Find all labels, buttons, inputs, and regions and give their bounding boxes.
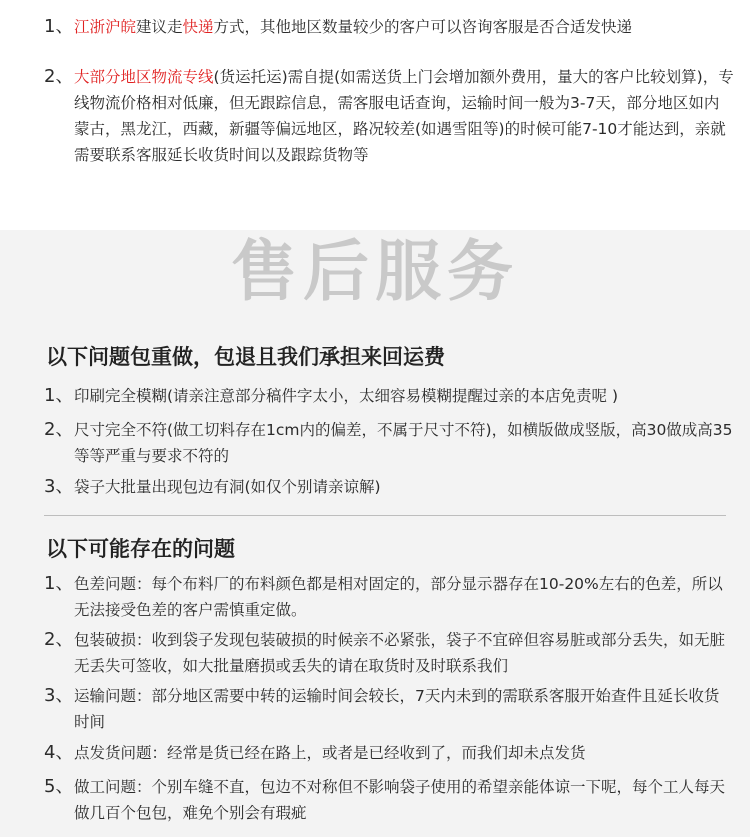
item-number: 2、 <box>44 419 74 440</box>
highlight-region: 江浙沪皖 <box>74 18 137 36</box>
shipping-item-1 <box>44 14 734 40</box>
item-number: 3、 <box>44 685 74 706</box>
item-number: 3、 <box>44 476 74 497</box>
item-text: 尺寸完全不符(做工切料存在1cm内的偏差，不属于尺寸不符)，如横版做成竖版，高30做成高35等等严重与要求不符的 <box>74 421 733 465</box>
item-number: 4、 <box>44 742 74 763</box>
list-item <box>44 683 734 735</box>
item-text: 包装破损：收到袋子发现包装破损的时候亲不必紧张，袋子不宜碎但容易脏或部分丢失，如无脏无丢失可签收，如大批量磨损或丢失的请在取货时及时联系我们 <box>74 631 726 675</box>
highlight-logistics: 大部分地区物流专线 <box>74 68 214 86</box>
section1-heading: 以下问题包重做，包退且我们承担来回运费 <box>46 345 445 369</box>
item-number: 5、 <box>44 776 74 797</box>
list-item <box>44 627 734 679</box>
list-item <box>44 383 734 409</box>
list-item <box>44 474 734 500</box>
item-number: 2、 <box>44 629 74 650</box>
item-text: 印刷完全模糊(请亲注意部分稿件字太小，太细容易模糊提醒过亲的本店免责呢 ) <box>74 387 619 405</box>
item-text: 运输问题：部分地区需要中转的运输时间会较长，7天内未到的需联系客服开始查件且延长收货时间 <box>74 687 720 731</box>
section2-heading: 以下可能存在的问题 <box>46 537 235 561</box>
item-text: 做工问题：个别车缝不直，包边不对称但不影响袋子使用的希望亲能体谅一下呢，每个工人每天做几百个包包，难免个别会有瑕疵 <box>74 778 726 822</box>
text-part: 方式，其他地区数量较少的客户可以咨询客服是否合适发快递 <box>213 18 633 36</box>
item-number: 1、 <box>44 385 74 406</box>
item-text: 点发货问题：经常是货已经在路上，或者是已经收到了，而我们却未点发货 <box>74 744 586 762</box>
highlight-express: 快递 <box>182 18 214 36</box>
item-text <box>44 64 734 168</box>
shipping-item-2 <box>44 64 734 168</box>
list-item <box>44 774 734 826</box>
list-item <box>44 417 734 469</box>
text-part: 建议走 <box>136 18 183 36</box>
text-part: (货运托运)需自提(如需送货上门会增加额外费用，量大的客户比较划算)，专线物流价格相对低廉，但无跟踪信息，需客服电话查询，运输时间一般为3-7天，部分地区如内蒙古，黑龙江，西藏，新疆等偏远地区，路况较差(如遇雪阻等)的时候可能7-10才能达到，亲就需要联系客服延长收货时间以及跟踪货物等 <box>74 68 734 164</box>
item-number: 1、 <box>44 16 74 37</box>
hero-title: 售后服务 <box>231 233 519 310</box>
list-item <box>44 571 734 623</box>
item-number: 1、 <box>44 573 74 594</box>
item-text <box>44 14 734 40</box>
item-number: 2、 <box>44 66 74 87</box>
divider <box>44 515 726 516</box>
list-item <box>44 740 734 766</box>
item-text: 袋子大批量出现包边有洞(如仅个别请亲谅解) <box>74 478 381 496</box>
item-text: 色差问题：每个布料厂的布料颜色都是相对固定的，部分显示器存在10-20%左右的色差，所以无法接受色差的客户需慎重定做。 <box>74 575 723 619</box>
